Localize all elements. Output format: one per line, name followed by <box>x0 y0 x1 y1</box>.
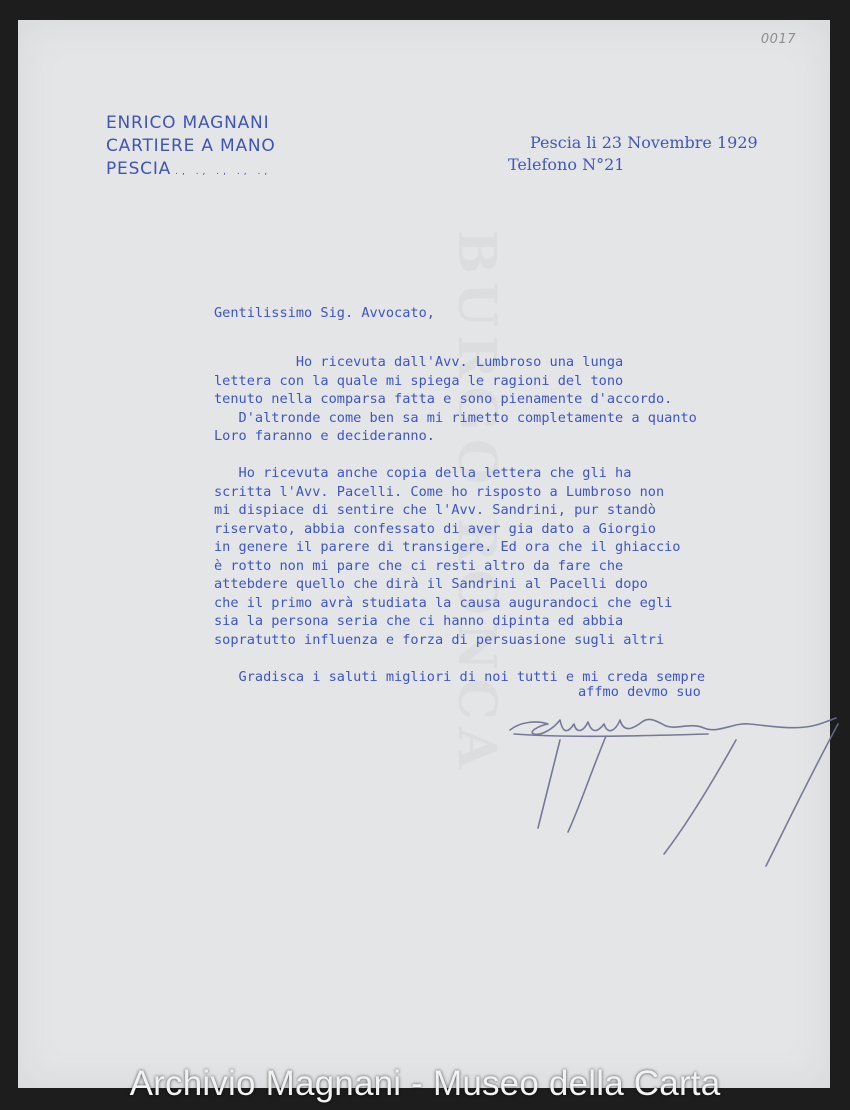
body-line: è rotto non mi pare che ci resti altro da fare che <box>214 557 624 574</box>
date-block <box>508 132 758 176</box>
body-line: attebdere quello che dirà il Sandrini al Pacelli dopo <box>214 576 648 592</box>
letterhead-business: CARTIERE A MANO <box>106 136 276 156</box>
body-line: lettera con la quale mi spiega le ragioni del tono <box>214 372 624 389</box>
letter-paper <box>18 20 830 1088</box>
place-date: Pescia li 23 Novembre 1929 <box>530 133 758 152</box>
salutation: Gentilissimo Sig. Avvocato, <box>214 305 435 321</box>
body-line <box>214 649 834 668</box>
closing: affmo devmo suo <box>578 684 701 700</box>
archive-number: 0017 <box>760 32 796 47</box>
body-line: in genere il parere di transigere. Ed ora che il ghiaccio <box>214 539 681 555</box>
paper-watermark: BURGO RONCA <box>446 230 507 777</box>
body-line: Loro faranno e decideranno. <box>214 428 435 444</box>
body-line: che il primo avrà studiata la causa augurandoci che egli <box>214 594 673 611</box>
body-line: riservato, abbia confessato di aver gia dato a Giorgio <box>214 520 656 537</box>
body-line: scritta l'Avv. Pacelli. Come ho risposto a Lumbroso non <box>214 483 665 500</box>
body-line: tenuto nella comparsa fatta e sono pienamente d'accordo. <box>214 391 673 407</box>
letterhead-city: PESCIA <box>106 159 172 179</box>
body-line: mi dispiace di sentire che l'Avv. Sandrini, pur standò <box>214 502 656 518</box>
letterhead-dots: ., ., ., ., ., <box>175 167 272 177</box>
body-line: D'altronde come ben sa mi rimetto completamente a quanto <box>214 409 697 426</box>
archive-footer: Archivio Magnani - Museo della Carta <box>129 1064 721 1103</box>
letterhead-name: ENRICO MAGNANI <box>106 113 270 133</box>
body-line: Gradisca i saluti migliori di noi tutti e mi creda sempre <box>214 668 706 685</box>
body-line <box>214 446 834 465</box>
letterhead-city-row <box>106 158 276 184</box>
telephone: Telefono N°21 <box>508 155 625 174</box>
body-line: Ho ricevuta anche copia della lettera che gli ha <box>214 465 632 481</box>
body-line: sopratutto influenza e forza di persuasione sugli altri <box>214 631 665 648</box>
letterhead <box>106 112 276 184</box>
body-line: Ho ricevuta dall'Avv. Lumbroso una lunga <box>214 354 624 370</box>
letter-body <box>214 353 834 686</box>
body-line: sia la persona seria che ci hanno dipinta ed abbia <box>214 613 624 629</box>
handwritten-signature <box>508 710 848 880</box>
